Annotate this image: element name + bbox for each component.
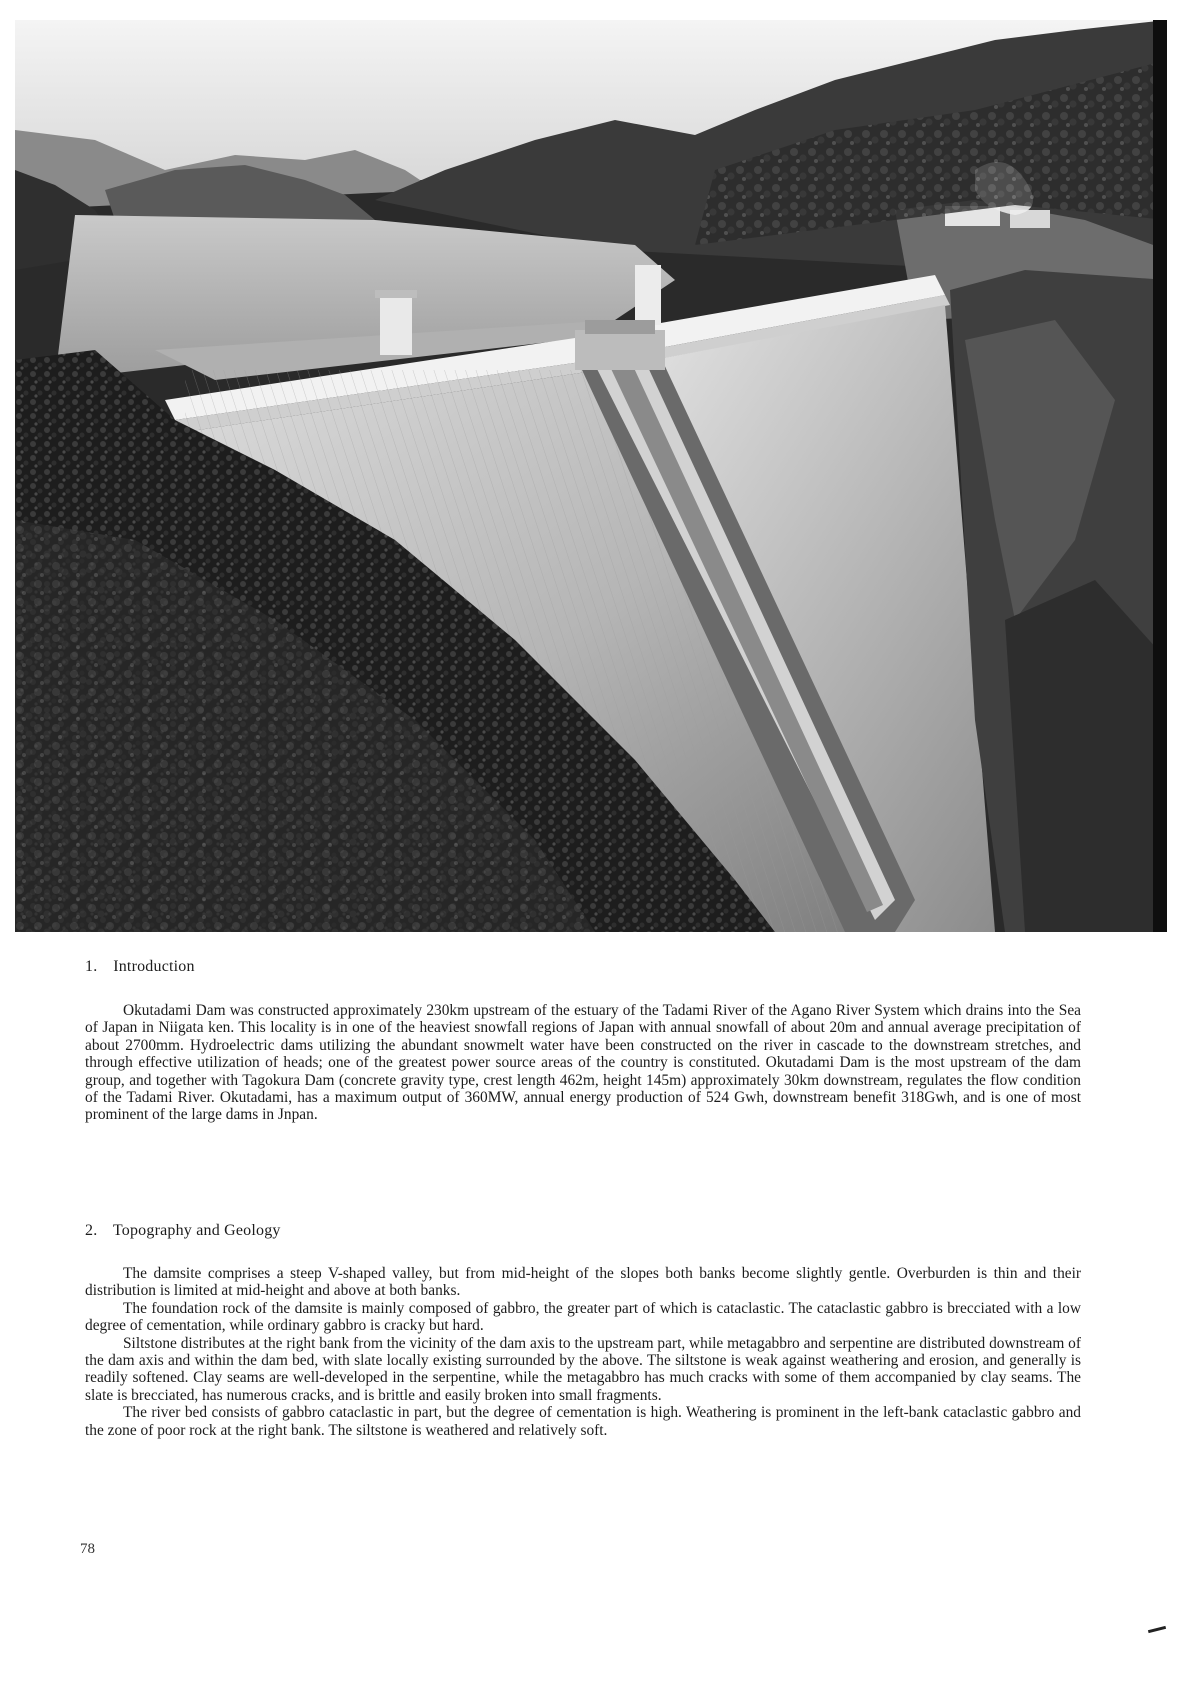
- paragraph: The damsite comprises a steep V-shaped valley, but from mid-height of the slopes both banks become slightly gentle. Overburden is thin and their distribution is limited at mid-height and above at both banks.: [85, 1265, 1081, 1300]
- paragraph: Okutadami Dam was constructed approximately 230km upstream of the estuary of the Tadami River of the Agano River System which drains into the Sea of Japan in Niigata ken. This locality is in one of the heaviest snowfall regions of Japan with annual snowfall of about 20m and annual average precipitation of about 2700mm. Hydroelectric dams utilizing the abundant snowmelt water have been constructed on the river in cascade to the downstream stretches, and through effective utilization of heads; one of the greatest power source areas of the country is constituted. Okutadami Dam is the most upstream of the dam group, and together with Tagokura Dam (concrete gravity type, crest length 462m, height 145m) approximately 30km downstream, regulates the flow condition of the Tadami River. Okutadami, has a maximum output of 360MW, annual energy production of 524 Gwh, downstream benefit 318Gwh, and is one of most prominent of the large dams in Jnpan.: [85, 1002, 1081, 1124]
- section-title: Topography and Geology: [112, 1222, 281, 1239]
- page-number: 78: [80, 1541, 95, 1557]
- topography-geology-body: [85, 1265, 1081, 1439]
- section-number: 2.: [85, 1222, 98, 1239]
- dam-photograph: [15, 20, 1167, 932]
- paragraph: The river bed consists of gabbro cataclastic in part, but the degree of cementation is high. Weathering is prominent in the left-bank cataclastic gabbro and the zone of poor rock at the right bank. The siltstone is weathered and relatively soft.: [85, 1404, 1081, 1439]
- introduction-body: [85, 1002, 1081, 1124]
- section-title: Introduction: [113, 958, 195, 975]
- scan-mark: [1148, 1626, 1166, 1633]
- section-heading-introduction: [85, 958, 195, 976]
- paragraph: The foundation rock of the damsite is mainly composed of gabbro, the greater part of which is cataclastic. The cataclastic gabbro is brecciated with a low degree of cementation, while ordinary gabbro is cracky but hard.: [85, 1299, 1081, 1335]
- section-heading-topography-geology: [85, 1222, 281, 1240]
- paragraph: Siltstone distributes at the right bank from the vicinity of the dam axis to the upstream part, while metagabbro and serpentine are distributed downstream of the dam axis and within the dam bed, with slate locally existing surrounded by the above. The siltstone is weak against weathering and erosion, and generally is readily softened. Clay seams are well-developed in the serpentine, while the metagabbro has much cracks with some of them accompanied by clay seams. The slate is brecciated, has numerous cracks, and is brittle and easily broken into small fragments.: [85, 1334, 1081, 1404]
- dam-photo-illustration: [15, 20, 1167, 932]
- section-number: 1.: [85, 958, 98, 975]
